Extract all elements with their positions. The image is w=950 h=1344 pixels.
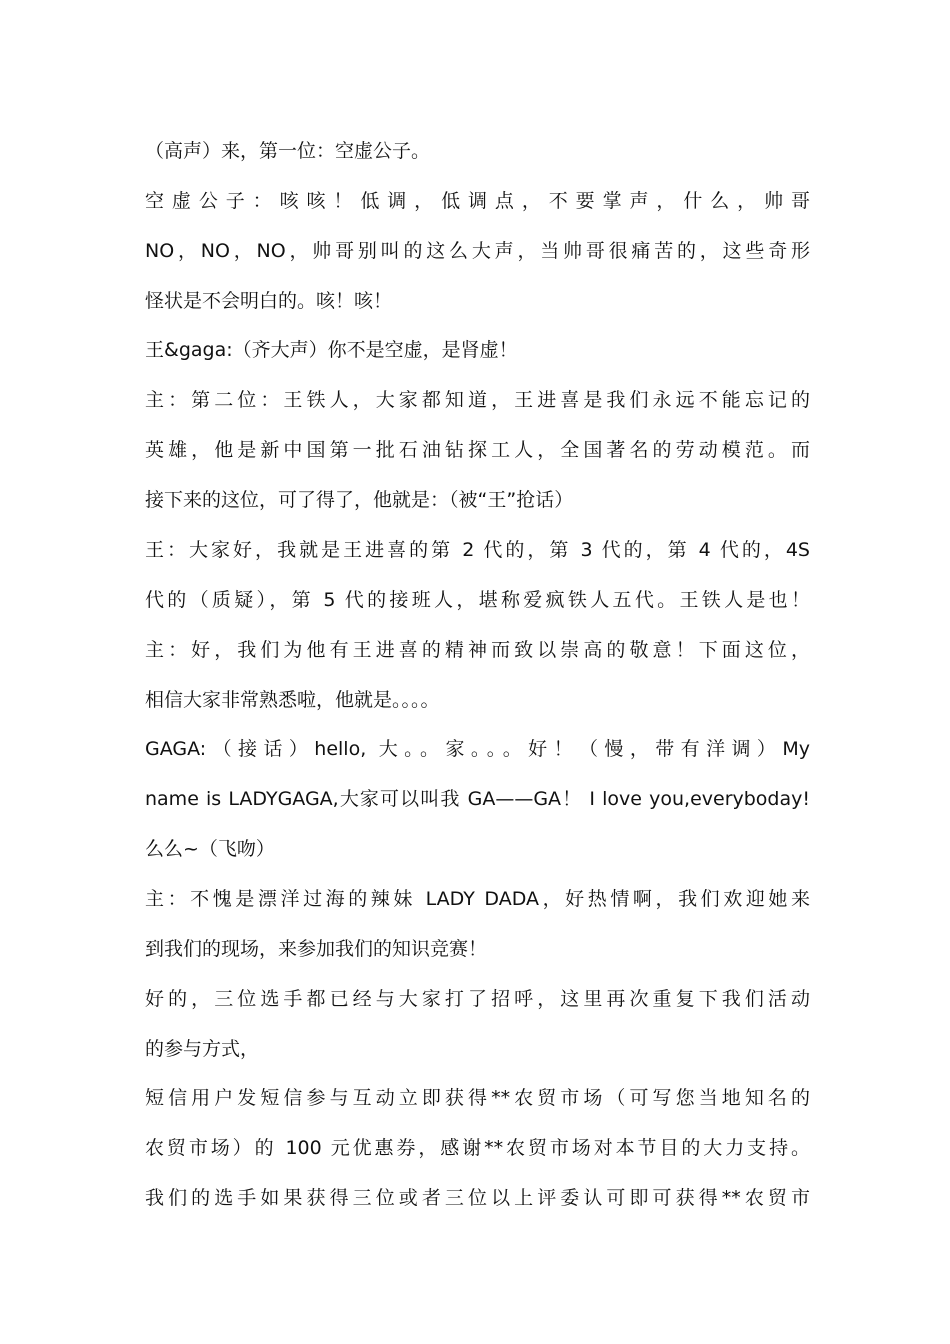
text-line: 接下来的这位，可了得了，他就是：（被“王”抢话）: [145, 489, 574, 511]
text-line: 的参与方式，: [145, 1038, 260, 1060]
text-line: name is LADYGAGA,大家可以叫我 GA——GA！ I love you,everyboday!: [145, 788, 810, 810]
text-line: 怪状是不会明白的。咳！咳！: [145, 290, 393, 312]
text-line: 英雄，他是新中国第一批石油钻探工人，全国著名的劳动模范。而: [145, 439, 810, 461]
text-line: 么么~（飞吻）: [145, 838, 275, 860]
text-line: 王&gaga:（齐大声）你不是空虚，是肾虚！: [145, 339, 518, 361]
text-line: 短信用户发短信参与互动立即获得**农贸市场（可写您当地知名的: [145, 1087, 810, 1109]
text-line: 主：不愧是漂洋过海的辣妹 LADY DADA，好热情啊，我们欢迎她来: [145, 888, 810, 910]
text-line: 代的（质疑），第 5 代的接班人，堪称爱疯铁人五代。王铁人是也！: [145, 589, 810, 611]
text-line: （高声）来，第一位：空虚公子。: [145, 140, 431, 162]
text-line: 王：大家好，我就是王进喜的第 2 代的，第 3 代的，第 4 代的，4S: [145, 539, 810, 561]
text-line: 主：好，我们为他有王进喜的精神而致以崇高的敬意！下面这位，: [145, 639, 810, 661]
text-line: GAGA:（接话）hello, 大。。家。。。好！（慢，带有洋调）My: [145, 738, 810, 760]
text-line: 好的，三位选手都已经与大家打了招呼，这里再次重复下我们活动: [145, 988, 810, 1010]
text-line: 我们的选手如果获得三位或者三位以上评委认可即可获得**农贸市: [145, 1187, 810, 1209]
text-line: 到我们的现场，来参加我们的知识竞赛！: [145, 938, 488, 960]
text-line: 空虚公子：咳咳！低调，低调点，不要掌声，什么，帅哥: [145, 190, 810, 212]
text-line: NO，NO，NO，帅哥别叫的这么大声，当帅哥很痛苦的，这些奇形: [145, 240, 810, 262]
text-line: 农贸市场）的 100 元优惠券，感谢**农贸市场对本节目的大力支持。: [145, 1137, 810, 1159]
text-line: 主：第二位：王铁人，大家都知道，王进喜是我们永远不能忘记的: [145, 389, 810, 411]
text-line: 相信大家非常熟悉啦，他就是。。。。: [145, 689, 440, 711]
